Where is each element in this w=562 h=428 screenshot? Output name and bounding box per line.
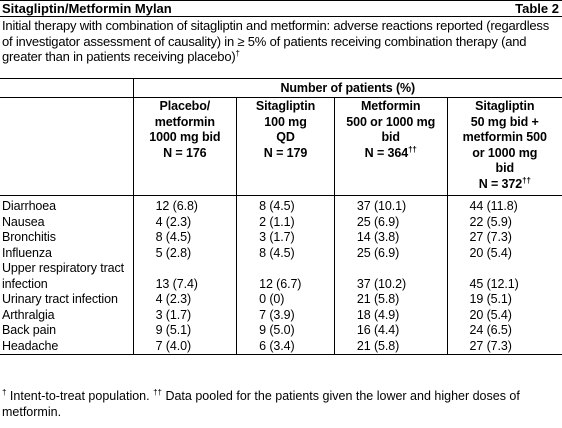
column-header-line: 1000 mg bid: [149, 130, 221, 144]
table-cell: 18 (4.9): [334, 308, 447, 324]
column-header-line: Sitagliptin: [255, 99, 316, 113]
table-cell: 37 (10.2): [334, 277, 447, 293]
table-cell: 6 (3.4): [237, 339, 335, 355]
table-cell: 8 (4.5): [237, 196, 335, 215]
column-header-combination: [447, 98, 562, 196]
title-bar: [0, 0, 562, 17]
table-cell: 21 (5.8): [334, 292, 447, 308]
table-cell: 20 (5.4): [447, 308, 562, 324]
column-header-line: Placebo/: [159, 99, 211, 113]
column-header-line: metformin 500: [462, 130, 547, 144]
table-cell: 3 (1.7): [133, 308, 237, 324]
table-cell: 20 (5.4): [447, 246, 562, 262]
table-row: [0, 246, 562, 262]
table-cell: 3 (1.7): [237, 230, 335, 246]
table-group-header-row: [0, 79, 562, 98]
row-label: Influenza: [2, 245, 52, 260]
column-header-line: 50 mg bid +: [470, 114, 539, 129]
table-row: [0, 323, 562, 339]
row-label: Bronchitis: [2, 230, 56, 244]
row-label: Back pain: [2, 323, 56, 337]
column-header-line: Sitagliptin: [475, 99, 535, 113]
table-row: [0, 339, 562, 355]
adverse-reactions-table: [0, 78, 562, 355]
table-cell: 5 (2.8): [133, 246, 237, 262]
row-label: Arthralgia: [2, 307, 55, 322]
table-cell: 9 (5.0): [237, 323, 335, 339]
table-body: [0, 196, 562, 355]
table-caption: [2, 18, 558, 65]
table-cell: 8 (4.5): [237, 246, 335, 262]
header-empty-cell: [0, 98, 133, 196]
table-cell: 4 (2.3): [133, 215, 237, 231]
column-header-line: metformin: [154, 114, 215, 129]
footnote-mark-1: †: [2, 388, 7, 397]
table-cell: [237, 261, 335, 277]
table-cell: 14 (3.8): [334, 230, 447, 246]
column-header-line: or 1000 mg: [472, 145, 538, 160]
table-cell: 2 (1.1): [237, 215, 335, 231]
table-row: [0, 292, 562, 308]
column-header-line: QD: [276, 130, 295, 144]
table-cell: 44 (11.8): [447, 196, 562, 215]
table-cell: 45 (12.1): [447, 277, 562, 293]
table-cell: 4 (2.3): [133, 292, 237, 308]
table-cell: 22 (5.9): [447, 215, 562, 231]
table-cell: 27 (7.3): [447, 339, 562, 355]
table-cell: 12 (6.7): [237, 277, 335, 293]
column-header-line: 100 mg: [264, 114, 307, 129]
table-cell: 13 (7.4): [133, 277, 237, 293]
table-row: [0, 230, 562, 246]
table-cell: 27 (7.3): [447, 230, 562, 246]
table-cell: 0 (0): [237, 292, 335, 308]
table-cell: [133, 261, 237, 277]
caption-footnote-mark: †: [235, 49, 240, 58]
row-label: Urinary tract infection: [2, 292, 118, 306]
table-label: Table 2: [515, 1, 559, 16]
table-cell: 7 (3.9): [237, 308, 335, 324]
group-header: Number of patients (%): [133, 79, 562, 98]
table-cell: 8 (4.5): [133, 230, 237, 246]
row-label: Nausea: [2, 214, 45, 229]
table-cell: 7 (4.0): [133, 339, 237, 355]
column-header-placebo: [133, 98, 237, 196]
column-header-line: N = 372††: [478, 175, 531, 191]
column-header-line: N = 176: [163, 145, 207, 160]
footnote-text-2: Data pooled for the patients given the lower and higher doses of metformin.: [2, 389, 520, 419]
column-header-line: Metformin: [360, 99, 421, 113]
header-empty-cell: [0, 79, 133, 98]
footnote-mark-2: ††: [153, 388, 162, 397]
column-header-line: bid: [495, 161, 514, 175]
table-cell: 9 (5.1): [133, 323, 237, 339]
row-label: infection: [2, 276, 48, 291]
table-cell: 16 (4.4): [334, 323, 447, 339]
column-header-metformin: [334, 98, 447, 196]
table-cell: 25 (6.9): [334, 246, 447, 262]
table-row: [0, 261, 562, 277]
row-label: Diarrhoea: [2, 199, 56, 213]
table-column-header-row: [0, 98, 562, 196]
row-label: Headache: [0, 339, 133, 355]
table-cell: 37 (10.1): [334, 196, 447, 215]
row-label: Upper respiratory tract: [2, 261, 125, 275]
document-title: Sitagliptin/Metformin Mylan: [2, 1, 172, 16]
table-footnote: [2, 389, 558, 420]
column-header-sitagliptin: [237, 98, 335, 196]
table-row: [0, 277, 562, 293]
table-row: [0, 196, 562, 215]
table-cell: 12 (6.8): [133, 196, 237, 215]
column-header-line: N = 179: [263, 145, 308, 160]
table-row: [0, 308, 562, 324]
table-cell: [334, 261, 447, 277]
table-row: [0, 215, 562, 231]
column-header-line: bid: [381, 130, 400, 144]
table-cell: 19 (5.1): [447, 292, 562, 308]
table-cell: 24 (6.5): [447, 323, 562, 339]
table-cell: 21 (5.8): [334, 339, 447, 355]
column-header-line: N = 364††: [364, 144, 417, 160]
table-cell: 25 (6.9): [334, 215, 447, 231]
caption-text: Initial therapy with combination of sitagliptin and metformin: adverse reactions reported (regardless of investigator assessment of causality) in ≥ 5% of patients receiving combination therapy (and greater than in patients receiving placebo): [2, 18, 550, 64]
table-cell: [447, 261, 562, 277]
footnote-text-1: Intent-to-treat population.: [6, 389, 154, 403]
column-header-line: 500 or 1000 mg: [346, 114, 436, 129]
